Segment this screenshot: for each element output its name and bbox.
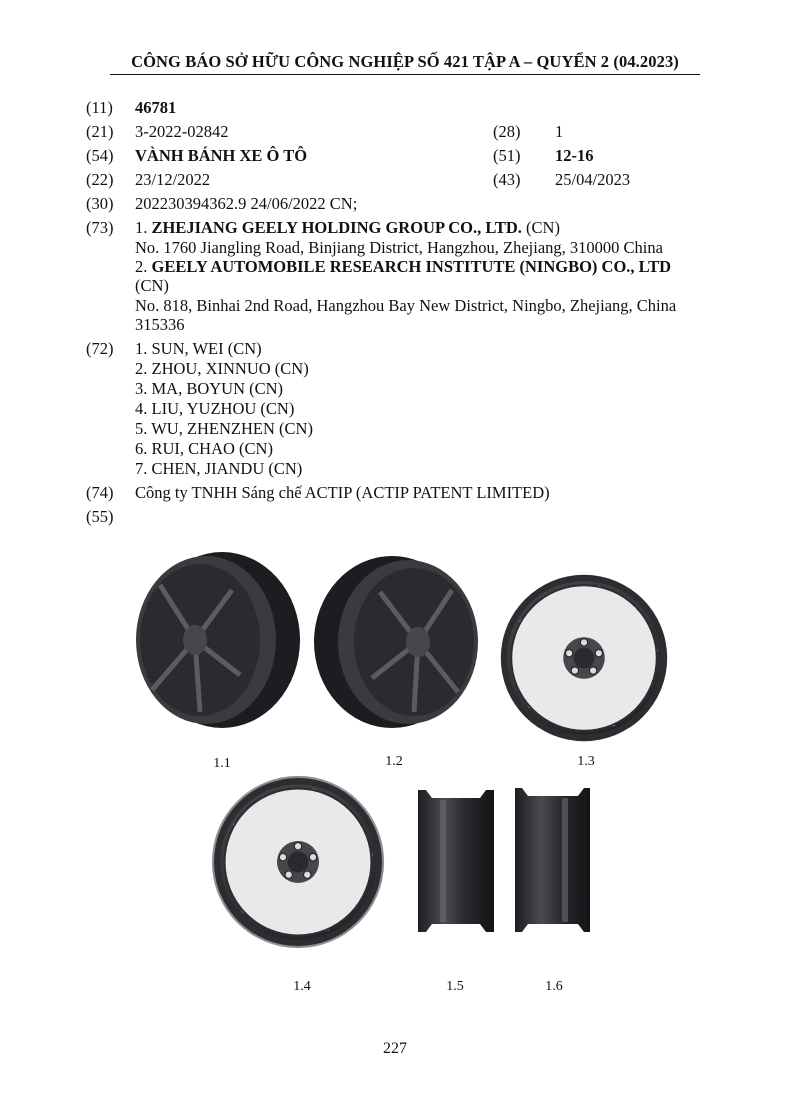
owner-country: (CN) [526,218,560,237]
field-code: (55) [86,507,114,526]
figure-caption: 1.1 [213,756,231,771]
owner-country: (CN) [135,276,169,295]
figure-1-6-wheel-side [515,788,590,932]
field-code: (54) [86,146,114,165]
owner-number: 2. [135,257,148,276]
figure-1-4-wheel-front-lip [212,776,384,948]
figure-1-1-wheel-perspective-left [136,552,300,728]
owner-postcode: 315336 [135,315,185,334]
field-code: (11) [86,98,113,117]
field-code: (43) [493,170,521,189]
priority-data: 202230394362.9 24/06/2022 CN; [135,194,358,213]
owner-address: No. 1760 Jiangling Road, Binjiang District, Hangzhou, Zhejiang, 310000 China [135,238,663,257]
figure-caption: 1.2 [385,754,403,769]
page-number: 227 [383,1040,407,1057]
filing-date: 23/12/2022 [135,170,211,189]
field-code: (22) [86,170,114,189]
figure-caption: 1.6 [545,979,563,994]
field-code: (73) [86,218,114,237]
page-header: CÔNG BÁO SỞ HỮU CÔNG NGHIỆP SỐ 421 TẬP A – QUYỂN 2 (04.2023) [131,52,679,71]
registration-number: 46781 [135,98,177,117]
field-code: (51) [493,146,521,165]
figure-1-5-wheel-side [418,790,494,932]
figure-1-3-wheel-front [501,575,667,741]
figure-1-2-wheel-perspective-right [314,556,478,728]
field-code: (21) [86,122,114,141]
author: 2. ZHOU, XINNUO (CN) [135,359,309,378]
figure-caption: 1.3 [577,754,595,769]
field-code: (72) [86,339,114,358]
application-number: 3-2022-02842 [135,122,229,141]
author: 3. MA, BOYUN (CN) [135,379,284,398]
field-code: (74) [86,483,114,502]
owner-number: 1. [135,218,148,237]
author: 7. CHEN, JIANDU (CN) [135,459,303,478]
locarno-class: 12-16 [555,146,594,165]
ip-agent: Công ty TNHH Sáng chế ACTIP (ACTIP PATENT LIMITED) [135,483,550,502]
owner-name: ZHEJIANG GEELY HOLDING GROUP CO., LTD. [151,218,522,237]
design-count: 1 [555,122,564,141]
author: 4. LIU, YUZHOU (CN) [135,399,295,418]
design-title: VÀNH BÁNH XE Ô TÔ [135,146,308,165]
field-code: (28) [493,122,521,141]
owner-address: No. 818, Binhai 2nd Road, Hangzhou Bay New District, Ningbo, Zhejiang, China [135,296,677,315]
figure-caption: 1.5 [446,979,464,994]
owner-name: GEELY AUTOMOBILE RESEARCH INSTITUTE (NINGBO) CO., LTD [151,257,672,276]
author: 5. WU, ZHENZHEN (CN) [135,419,313,438]
figure-caption: 1.4 [293,979,311,994]
author: 1. SUN, WEI (CN) [135,339,262,358]
field-code: (30) [86,194,114,213]
author: 6. RUI, CHAO (CN) [135,439,273,458]
publication-date: 25/04/2023 [555,170,631,189]
